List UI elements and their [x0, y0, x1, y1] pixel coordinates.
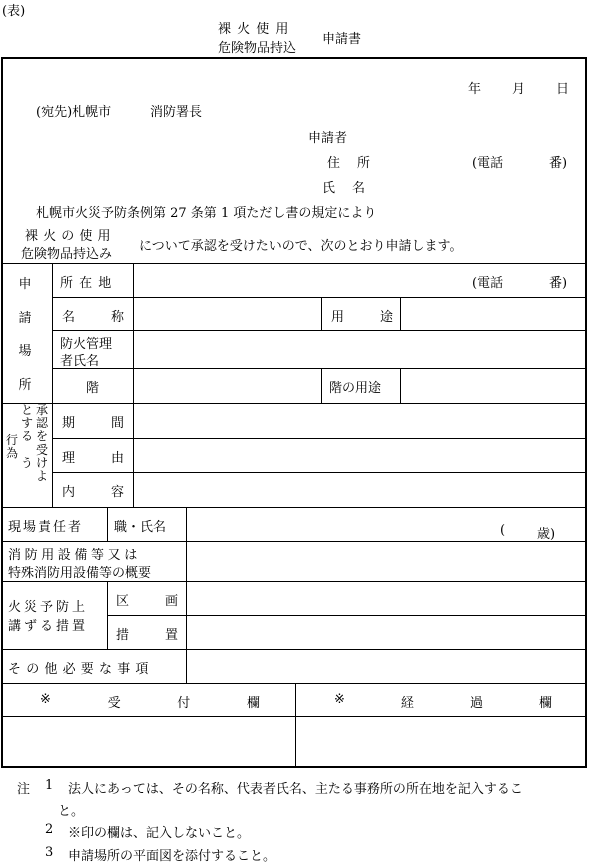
site-manager-label: 現場責任者	[8, 520, 84, 535]
fire-prevention-line1: 火災予防上	[8, 600, 89, 615]
note-3-text: 申請場所の平面図を添付すること。	[68, 849, 277, 864]
name-label-1: 氏	[322, 181, 336, 196]
section-action-label: 承 認 を 受 け よ と す る う 行 為	[5, 403, 48, 483]
addressee-title: 消防署長	[150, 105, 203, 120]
use-field[interactable]	[401, 298, 586, 329]
floor-label: 階	[86, 381, 100, 396]
use-line1: 裸 火 の 使 用	[25, 229, 112, 244]
regulation-text: 札幌市火災予防条例第 27 条第 1 項ただし書の規定により	[36, 206, 377, 221]
title-line1: 裸 火 使 用	[218, 22, 290, 37]
note-2-num: 2	[45, 822, 54, 837]
position-name-label: 職・氏名	[114, 520, 167, 535]
use-label: 用 途	[331, 310, 393, 325]
fire-manager-field[interactable]	[134, 331, 586, 367]
location-field[interactable]	[134, 264, 468, 296]
age-close: 歳)	[537, 527, 556, 542]
fire-manager-line1: 防火管理	[60, 337, 113, 352]
date-year: 年	[468, 82, 482, 97]
phone-label: (電話	[472, 156, 504, 171]
title-line2: 危険物品持込	[218, 41, 297, 56]
zone-label: 区 画	[116, 594, 178, 609]
note-1-num: 1	[45, 778, 54, 793]
equipment-line2: 特殊消防用設備等の概要	[8, 566, 152, 581]
request-text: について承認を受けたいので、次のとおり申請します。	[139, 239, 463, 254]
name-field[interactable]	[134, 298, 320, 329]
use-line2: 危険物品持込み	[21, 247, 113, 262]
progress-area	[296, 717, 585, 766]
applicant-label: 申請者	[308, 131, 348, 146]
floor-field[interactable]	[134, 369, 320, 402]
address-label-1: 住	[327, 156, 341, 171]
front-mark: (表)	[2, 4, 26, 19]
section-place-label: 申 請 場 所	[18, 277, 32, 393]
location-label: 所 在 地	[60, 276, 113, 291]
date-day: 日	[556, 82, 570, 97]
reason-label: 理 由	[62, 451, 124, 466]
name-label: 名 称	[62, 310, 124, 325]
zone-field[interactable]	[187, 582, 586, 614]
reception-area	[3, 717, 294, 766]
content-label: 内 容	[62, 485, 124, 500]
location-phone-open: (電話	[472, 276, 504, 291]
progress-label: ※ 経 過 欄	[334, 692, 552, 711]
name-label-2: 名	[352, 181, 366, 196]
note-1-line1: 法人にあっては、その名称、代表者氏名、主たる事務所の所在地を記入するこ	[68, 782, 523, 797]
floor-use-label: 階の用途	[329, 381, 382, 396]
fire-prevention-line2: 講ずる措置	[8, 619, 89, 634]
equipment-line1: 消防用設備等又は	[8, 548, 141, 563]
period-field[interactable]	[134, 404, 586, 437]
note-2-text: ※印の欄は、記入しないこと。	[68, 826, 251, 841]
fire-manager-line2: 者氏名	[60, 354, 100, 369]
measure-label: 措 置	[116, 628, 178, 643]
date-month: 月	[512, 82, 526, 97]
equipment-field[interactable]	[187, 542, 586, 580]
age-open: (	[500, 523, 506, 538]
location-phone-close: 番)	[549, 276, 568, 291]
address-label-2: 所	[357, 156, 371, 171]
reason-field[interactable]	[134, 439, 586, 471]
title-suffix: 申請書	[322, 32, 362, 47]
other-field[interactable]	[187, 650, 586, 682]
floor-use-field[interactable]	[401, 369, 586, 402]
addressee-prefix: (宛先)札幌市	[36, 105, 112, 120]
notes-heading: 注	[17, 782, 31, 797]
measure-field[interactable]	[187, 616, 586, 648]
phone-end: 番)	[549, 156, 568, 171]
site-manager-field[interactable]	[187, 508, 487, 540]
note-1-line2: と。	[58, 804, 85, 819]
reception-label: ※ 受 付 欄	[40, 692, 260, 711]
note-3-num: 3	[45, 845, 54, 860]
other-label: その他必要な事項	[8, 662, 154, 677]
content-field[interactable]	[134, 473, 586, 506]
period-label: 期 間	[62, 416, 124, 431]
